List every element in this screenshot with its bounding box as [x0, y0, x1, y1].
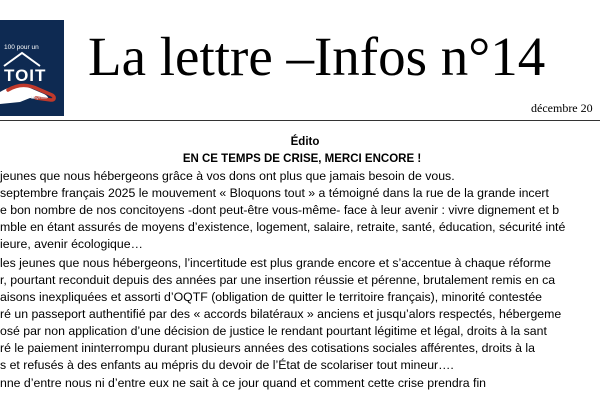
- body-line: septembre français 2025 le mouvement « Bloquons tout » a témoigné dans la rue de la grande incert: [0, 186, 549, 200]
- logo-tagline: 100 pour un: [4, 44, 39, 51]
- body-line: r, pourtant reconduit depuis des années par une insertion réussie et pérenne, brutalement remis en ca: [0, 273, 556, 287]
- logo-name: TOIT: [4, 66, 47, 85]
- body-line: les jeunes que nous hébergeons, l’incertitude est plus grande encore et s’accentue à chaque réforme: [0, 256, 551, 270]
- body-line: e bon nombre de nos concitoyens -dont peut-être vous-même- face à leur avenir : vivre dignement et b: [0, 203, 560, 217]
- section-subtitle: EN CE TEMPS DE CRISE, MERCI ENCORE !: [182, 153, 422, 165]
- body-line: osé par non application d’une décision de justice le rendant pourtant légitime et légal, droits à la sant: [0, 324, 547, 338]
- body-line: mble en étant assurés de moyens d’existence, logement, salaire, retraite, santé, éducation, sécurité inté: [0, 220, 566, 234]
- body-line: ré le paiement ininterrompu durant plusieurs années des cotisations sociales afférentes, droits à la: [0, 341, 535, 355]
- body-line: s et refusés à des enfants au mépris du devoir de l’État de scolariser tout mineur….: [0, 358, 454, 372]
- body-line: nne d’entre nous ni d’entre eux ne sait à ce jour quand et comment cette crise prendra fin: [0, 376, 487, 390]
- body-line: ieure, avenir écologique…: [0, 237, 143, 251]
- body-line: jeunes que nous hébergeons grâce à vos dons ont plus que jamais besoin de vous.: [0, 169, 455, 183]
- body-line: aisons inexpliquées et assorti d’OQTF (obligation de quitter le territoire français), minorité contestée: [0, 290, 542, 304]
- issue-date: décembre 20: [531, 101, 593, 115]
- header-divider: [0, 120, 600, 121]
- body-line: ré un passeport authentifié par des « accords bilatéraux » anciens et jusqu’alors respectés, hébergeme: [0, 307, 562, 321]
- section-heading: Édito: [290, 136, 320, 148]
- newsletter-title: La lettre –Infos n°14: [88, 26, 546, 87]
- logo: [0, 20, 64, 116]
- logo-region: Mayenne: [31, 95, 48, 100]
